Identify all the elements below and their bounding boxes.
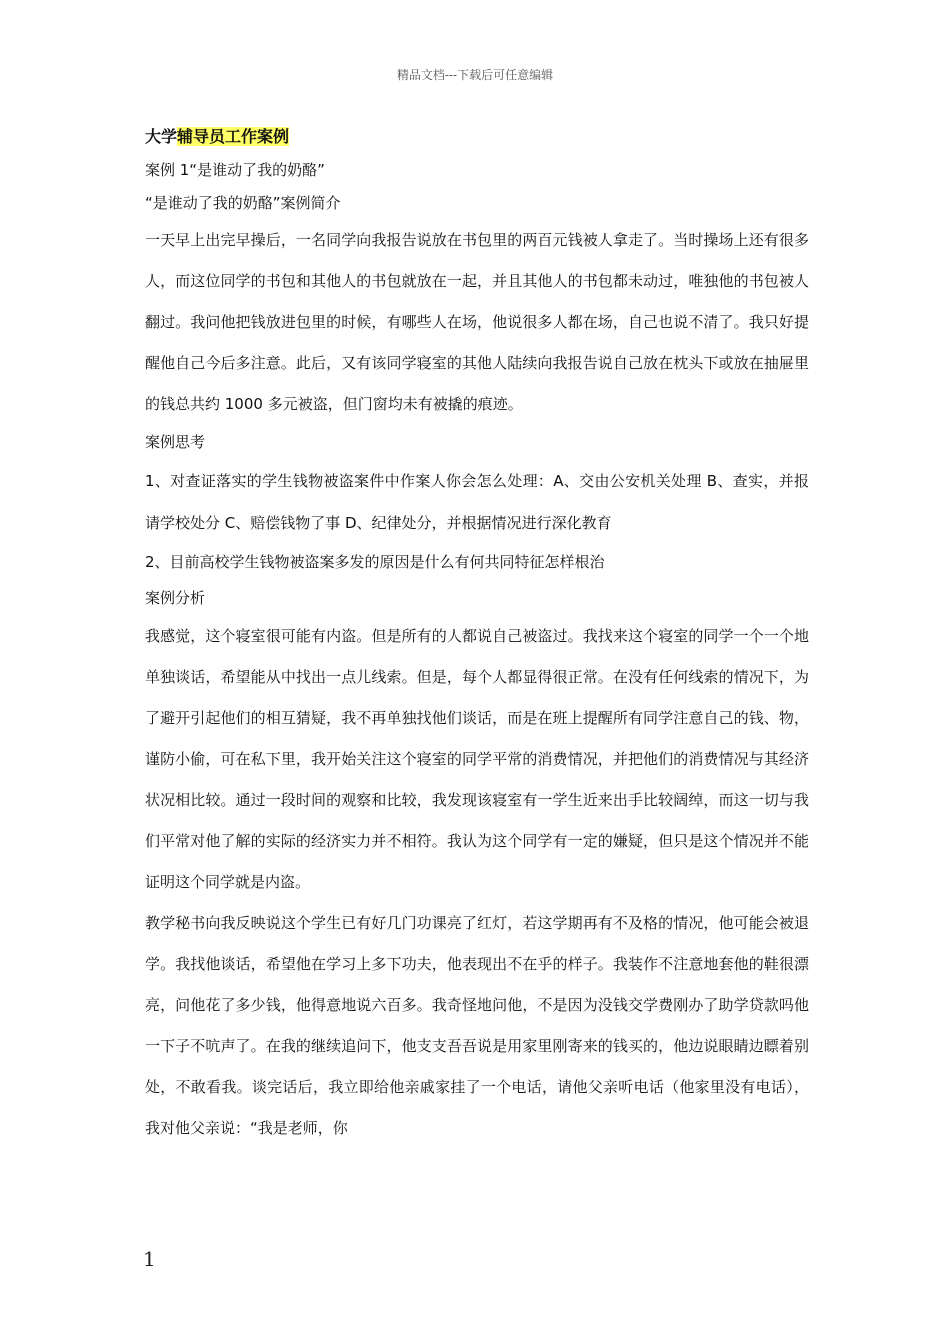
intro-paragraph: 一天早上出完早操后，一名同学向我报告说放在书包里的两百元钱被人拿走了。当时操场上还有很多人，而这位同学的书包和其他人的书包就放在一起，并且其他人的书包都未动过，唯独他的书包被人翻过。我问他把钱放进包里的时候，有哪些人在场，他说很多人都在场，自己也说不清了。我只好提醒他自己今后多注意。此后，又有该同学寝室的其他人陆续向我报告说自己放在枕头下或放在抽屉里的钱总共约 1000 多元被盗，但门窗均未有被撬的痕迹。 xyxy=(145,231,809,413)
question-1: 1、对查证落实的学生钱物被盗案件中作案人你会怎么处理：A、交由公安机关处理 B、查实，并报请学校处分 C、赔偿钱物了事 D、纪律处分，并根据情况进行深化教育 xyxy=(145,472,809,532)
thinking-heading: 案例思考 xyxy=(145,433,206,451)
page-header: 精品文档---下载后可任意编辑 xyxy=(396,68,554,82)
analysis-paragraph-1: 我感觉，这个寝室很可能有内盗。但是所有的人都说自己被盗过。我找来这个寝室的同学一个一个地单独谈话，希望能从中找出一点儿线索。但是，每个人都显得很正常。在没有任何线索的情况下，为了避开引起他们的相互猜疑，我不再单独找他们谈话，而是在班上提醒所有同学注意自己的钱、物，谨防小偷，可在私下里，我开始关注这个寝室的同学平常的消费情况，并把他们的消费情况与其经济状况相比较。通过一段时间的观察和比较，我发现该寝室有一学生近来出手比较阔绰，而这一切与我们平常对他了解的实际的经济实力并不相符。我认为这个同学有一定的嫌疑，但只是这个情况并不能证明这个同学就是内盗。 xyxy=(145,627,809,891)
page-number: 1 xyxy=(143,1247,156,1271)
intro-heading: “是谁动了我的奶酪”案例简介 xyxy=(145,194,341,212)
analysis-heading: 案例分析 xyxy=(145,589,206,607)
analysis-paragraph-2: 教学秘书向我反映说这个学生已有好几门功课亮了红灯，若这学期再有不及格的情况，他可能会被退学。我找他谈话，希望他在学习上多下功夫，他表现出不在乎的样子。我装作不注意地套他的鞋很漂亮，问他花了多少钱，他得意地说六百多。我奇怪地问他，不是因为没钱交学费刚办了助学贷款吗他一下子不吭声了。在我的继续追问下，他支支吾吾说是用家里刚寄来的钱买的，他边说眼睛边瞟着别处，不敢看我。谈完话后，我立即给他亲戚家挂了一个电话，请他父亲听电话（他家里没有电话），我对他父亲说：“我是老师，你 xyxy=(145,914,809,1137)
document-body xyxy=(145,120,809,1149)
document-title xyxy=(145,120,809,154)
question-2: 2、目前高校学生钱物被盗案多发的原因是什么有何共同特征怎样根治 xyxy=(145,553,605,571)
title-plain: 大学 xyxy=(145,127,178,146)
title-highlight: 辅导员工作案例 xyxy=(177,127,290,146)
case-title: 案例 1“是谁动了我的奶酪” xyxy=(145,161,325,179)
